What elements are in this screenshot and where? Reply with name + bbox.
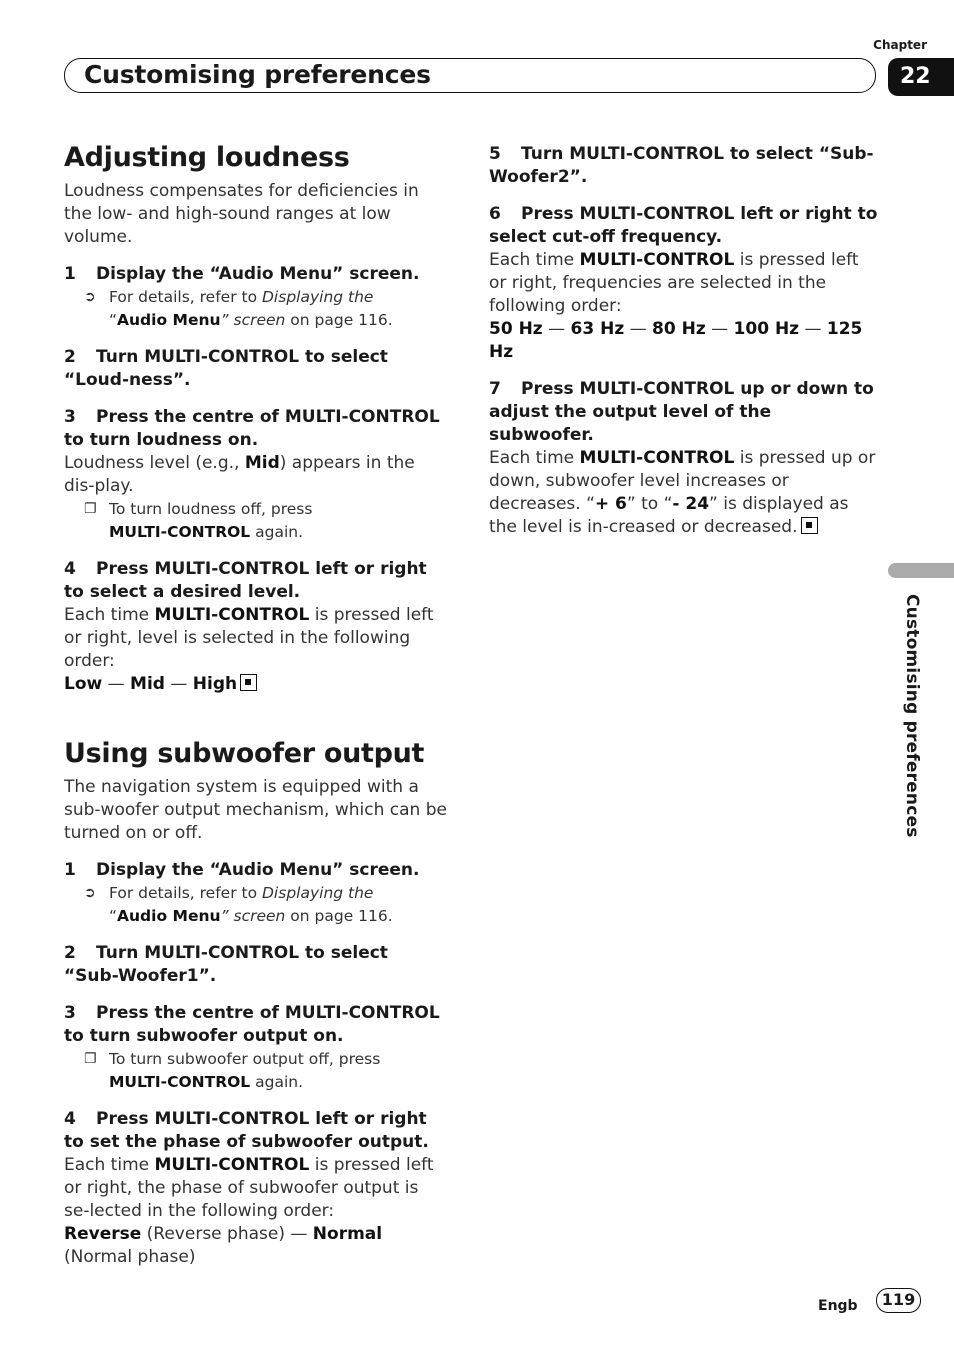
page-number: 119: [876, 1288, 921, 1313]
step-number: 1: [64, 860, 76, 880]
note-text: To turn subwoofer output off, press: [109, 1050, 381, 1068]
sequence-dash: —: [799, 319, 827, 339]
cross-ref-bold: Audio Menu: [117, 311, 221, 329]
note-text: on page 116.: [285, 907, 393, 925]
step-number: 3: [64, 407, 76, 427]
subwoofer-step-4-body: [64, 1154, 448, 1223]
sequence-dash: —: [164, 674, 193, 694]
body-text: is pressed left or right, level is selected in the following order:: [64, 605, 434, 671]
body-text: ) appears in the dis-play.: [64, 453, 415, 496]
body-bold: MULTI-CONTROL: [154, 605, 310, 625]
loudness-level-sequence: [64, 673, 448, 696]
frequency-value: 80 Hz: [652, 319, 706, 339]
phase-reverse: Reverse: [64, 1224, 142, 1244]
sequence-dash: —: [705, 319, 734, 339]
loudness-step-4-body: [64, 604, 448, 673]
loudness-step-3: [64, 406, 448, 452]
step-text: Press the centre of MULTI-CONTROL to turn loudness on.: [64, 407, 440, 450]
sequence-dash: —: [542, 319, 571, 339]
note-bold: MULTI-CONTROL: [109, 523, 251, 541]
phase-normal: Normal: [312, 1224, 383, 1244]
level-mid: Mid: [130, 674, 165, 694]
note-bold: MULTI-CONTROL: [109, 1073, 251, 1091]
section-title-subwoofer: Using subwoofer output: [64, 738, 425, 769]
note-text: again.: [250, 523, 304, 541]
body-text: Each time: [64, 1155, 155, 1175]
checkbox-icon: ❐: [84, 501, 97, 517]
note-text: on page 116.: [285, 311, 393, 329]
subwoofer-intro: The navigation system is equipped with a sub-woofer output mechanism, which can be turned on or off.: [64, 777, 447, 843]
cross-ref-bold: Audio Menu: [117, 907, 221, 925]
step-text: Display the “Audio Menu” screen.: [96, 264, 420, 284]
step-text: Turn MULTI-CONTROL to select “Sub-Woofer1”.: [64, 943, 388, 986]
step-number: 1: [64, 264, 76, 284]
step-number: 5: [489, 144, 501, 164]
quote-mark: “: [109, 907, 118, 925]
step-text: Press the centre of MULTI-CONTROL to turn subwoofer output on.: [64, 1003, 440, 1046]
frequency-value: 50 Hz: [489, 319, 543, 339]
subwoofer-step-6-body: [489, 249, 879, 318]
note-text: To turn loudness off, press: [109, 500, 313, 518]
frequency-value: 63 Hz: [570, 319, 625, 339]
body-text: (Reverse phase) —: [141, 1224, 313, 1244]
chapter-number-badge: 22: [888, 58, 954, 96]
subwoofer-phase-sequence: [64, 1223, 448, 1269]
sequence-dash: —: [624, 319, 653, 339]
step-text: Display the “Audio Menu” screen.: [96, 860, 420, 880]
loudness-step-3-body: [64, 452, 448, 498]
side-tab-label: Customising preferences: [902, 594, 922, 838]
right-column: [489, 143, 879, 539]
step-text: Turn MULTI-CONTROL to select “Loud-ness”.: [64, 347, 388, 390]
subwoofer-step-3-note: [64, 1048, 448, 1094]
subwoofer-step-1: [64, 859, 448, 882]
step-number: 7: [489, 379, 501, 399]
step-text: Press MULTI-CONTROL left or right to select cut-off frequency.: [489, 204, 878, 247]
subwoofer-step-1-note: [64, 882, 448, 928]
subwoofer-step-3: [64, 1002, 448, 1048]
step-text: Turn MULTI-CONTROL to select “Sub-Woofer2”.: [489, 144, 874, 187]
loudness-step-3-note: [64, 498, 448, 544]
subwoofer-step-6: [489, 203, 879, 249]
body-text: Loudness level (e.g.,: [64, 453, 245, 473]
loudness-step-2: [64, 346, 448, 392]
side-tab-marker: [888, 563, 954, 578]
frequency-sequence: [489, 318, 879, 364]
body-text: ” to “: [626, 494, 673, 514]
cross-ref-italic: ” screen: [220, 907, 286, 925]
footer-language: Engb: [818, 1298, 858, 1314]
body-bold: MULTI-CONTROL: [579, 250, 735, 270]
subwoofer-step-5: [489, 143, 879, 189]
cross-ref-italic: ” screen: [220, 311, 286, 329]
body-text: Each time: [489, 250, 580, 270]
body-text: Each time: [489, 448, 580, 468]
step-number: 2: [64, 943, 76, 963]
note-text: For details, refer to: [109, 288, 262, 306]
arrow-icon: ➲: [84, 289, 96, 305]
level-high: High: [192, 674, 238, 694]
loudness-step-4: [64, 558, 448, 604]
frequency-value: 100 Hz: [733, 319, 800, 339]
step-number: 4: [64, 559, 76, 579]
checkbox-icon: ❐: [84, 1051, 97, 1067]
subwoofer-step-7: [489, 378, 879, 447]
body-text: ” is displayed as the level is in-creased or decreased.: [489, 494, 849, 537]
quote-mark: “: [109, 311, 118, 329]
level-min: - 24: [672, 494, 710, 514]
level-max: + 6: [594, 494, 627, 514]
body-text: (Normal phase): [64, 1247, 196, 1267]
body-text: is pressed left or right, the phase of subwoofer output is se-lected in the following order:: [64, 1155, 434, 1221]
step-text: Press MULTI-CONTROL left or right to set the phase of subwoofer output.: [64, 1109, 429, 1152]
chapter-label: Chapter: [873, 38, 927, 52]
subwoofer-step-2: [64, 942, 448, 988]
step-number: 6: [489, 204, 501, 224]
frequency-value: 125 Hz: [489, 319, 863, 362]
note-text: again.: [250, 1073, 304, 1091]
body-text: Each time: [64, 605, 155, 625]
level-low: Low: [64, 674, 103, 694]
body-bold: MULTI-CONTROL: [579, 448, 735, 468]
step-text: Press MULTI-CONTROL up or down to adjust the output level of the subwoofer.: [489, 379, 874, 445]
step-number: 2: [64, 347, 76, 367]
loudness-step-1-note: [64, 286, 448, 332]
end-of-section-icon: [240, 674, 257, 691]
body-bold: MULTI-CONTROL: [154, 1155, 310, 1175]
step-number: 4: [64, 1109, 76, 1129]
cross-ref-italic: Displaying the: [262, 288, 374, 306]
body-bold: Mid: [244, 453, 280, 473]
step-number: 3: [64, 1003, 76, 1023]
sequence-dash: —: [102, 674, 131, 694]
page-title: Customising preferences: [84, 60, 431, 89]
end-of-section-icon: [801, 517, 818, 534]
step-text: Press MULTI-CONTROL left or right to select a desired level.: [64, 559, 427, 602]
section-title-loudness: Adjusting loudness: [64, 142, 350, 173]
arrow-icon: ➲: [84, 885, 96, 901]
subwoofer-step-7-body: [489, 447, 879, 539]
loudness-step-1: [64, 263, 448, 286]
subwoofer-step-4: [64, 1108, 448, 1154]
cross-ref-italic: Displaying the: [262, 884, 374, 902]
left-column: [64, 140, 448, 1269]
loudness-intro: Loudness compensates for deficiencies in the low- and high-sound ranges at low volume.: [64, 181, 419, 247]
note-text: For details, refer to: [109, 884, 262, 902]
body-text: is pressed left or right, frequencies are selected in the following order:: [489, 250, 859, 316]
body-text: is pressed up or down, subwoofer level increases or decreases. “: [489, 448, 876, 514]
